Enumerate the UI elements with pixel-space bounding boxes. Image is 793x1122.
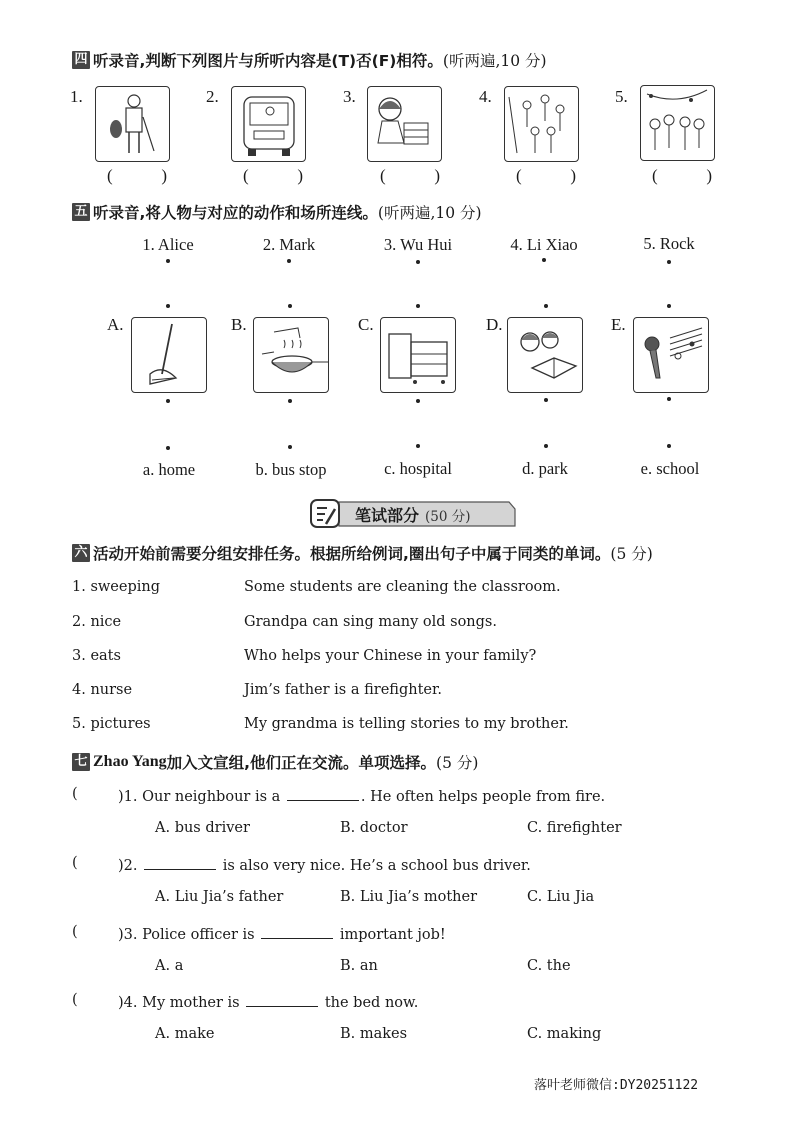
place-label: a. home (142, 460, 196, 479)
answer-parentheses[interactable]: ( ) (107, 166, 167, 185)
section-7-heading (72, 751, 478, 773)
answer-blank[interactable] (261, 924, 333, 939)
question-number: )2. (118, 858, 138, 874)
person-name: 5. Rock (643, 234, 695, 253)
item-number: 2. (206, 87, 219, 106)
connect-dot[interactable] (287, 259, 291, 263)
section-5-heading (72, 201, 482, 223)
item-number: 3. (343, 87, 356, 106)
option[interactable]: B. Liu Jia’s mother (340, 889, 477, 905)
question-number: )3. (118, 927, 138, 943)
question-text-before: My mother is (142, 995, 240, 1011)
students-cleaning-icon (504, 86, 579, 162)
sentence[interactable]: Grandpa can sing many old songs. (244, 614, 497, 630)
section-note: (听两遍,10 分) (442, 52, 547, 70)
answer-parentheses[interactable]: ( ) (243, 166, 303, 185)
example-word: 4. nurse (72, 682, 133, 698)
banner-title: 笔试部分 (355, 506, 420, 525)
connect-dot[interactable] (416, 260, 420, 264)
broom-icon (131, 317, 207, 393)
answer-blank[interactable] (246, 992, 318, 1007)
option[interactable]: A. bus driver (155, 820, 250, 836)
example-word: 1. sweeping (72, 579, 160, 595)
action-letter: D. (486, 315, 503, 334)
question-number: )4. (118, 995, 138, 1011)
action-letter: E. (611, 315, 626, 334)
option[interactable]: C. making (527, 1026, 602, 1042)
sentence[interactable]: My grandma is telling stories to my brother. (244, 716, 569, 732)
connect-dot[interactable] (544, 304, 548, 308)
item-number: 4. (479, 87, 492, 106)
connect-dot[interactable] (542, 258, 546, 262)
place-label: e. school (640, 459, 700, 478)
answer-blank[interactable] (144, 855, 216, 870)
connect-dot[interactable] (166, 304, 170, 308)
section-title: 听录音,判断下列图片与所听内容是(T)否(F)相符。 (93, 52, 443, 70)
option[interactable]: B. an (340, 958, 378, 974)
written-part-banner (309, 499, 517, 528)
girl-books-icon (367, 86, 442, 162)
connect-dot[interactable] (416, 444, 420, 448)
connect-dot[interactable] (667, 444, 671, 448)
option[interactable]: A. a (155, 958, 184, 974)
section-title: 听录音,将人物与对应的动作和场所连线。 (93, 204, 378, 222)
connect-dot[interactable] (166, 399, 170, 403)
section-badge: 五 (72, 203, 90, 221)
kids-singing-icon (640, 85, 715, 161)
answer-parentheses[interactable]: ( ) (380, 166, 440, 185)
action-letter: A. (107, 315, 124, 334)
connect-dot[interactable] (667, 304, 671, 308)
connect-dot[interactable] (416, 399, 420, 403)
bus-driver-icon (231, 86, 306, 162)
banner-note: (50 分) (425, 509, 471, 525)
connect-dot[interactable] (544, 444, 548, 448)
section-badge: 六 (72, 544, 90, 562)
place-label: c. hospital (384, 459, 452, 478)
connect-dot[interactable] (166, 259, 170, 263)
example-word: 2. nice (72, 614, 122, 630)
option[interactable]: A. Liu Jia’s father (155, 889, 284, 905)
section-note: (听两遍,10 分) (377, 204, 482, 222)
section-note: (5 分) (436, 754, 479, 772)
footer-watermark: 落叶老师微信:DY20251122 (534, 1078, 699, 1093)
microphone-music-icon (633, 317, 709, 393)
answer-blank[interactable] (287, 786, 359, 801)
example-word: 3. eats (72, 648, 121, 664)
answer-paren[interactable]: ( (72, 924, 78, 940)
answer-paren[interactable]: ( (72, 992, 78, 1008)
example-word: 5. pictures (72, 716, 151, 732)
answer-paren[interactable]: ( (72, 855, 78, 871)
connect-dot[interactable] (288, 304, 292, 308)
action-letter: B. (231, 315, 247, 334)
option[interactable]: A. make (155, 1026, 215, 1042)
section-6-heading (72, 542, 653, 564)
connect-dot[interactable] (288, 445, 292, 449)
place-label: b. bus stop (255, 460, 327, 479)
connect-dot[interactable] (667, 397, 671, 401)
section-badge: 四 (72, 51, 90, 69)
sentence[interactable]: Who helps your Chinese in your family? (244, 648, 537, 664)
question-text-before: Our neighbour is a (142, 789, 281, 805)
question-text-after: the bed now. (324, 995, 419, 1011)
sentence[interactable]: Jim’s father is a firefighter. (244, 682, 442, 698)
action-letter: C. (358, 315, 374, 334)
question-text-after: . He often helps people from fire. (360, 789, 606, 805)
person-name: 1. Alice (142, 235, 194, 254)
answer-paren[interactable]: ( (72, 786, 78, 802)
option[interactable]: C. Liu Jia (527, 889, 595, 905)
hospital-bed-icon (380, 317, 456, 393)
answer-parentheses[interactable]: ( ) (652, 166, 712, 185)
question-number: )1. (118, 789, 138, 805)
question-text-before: Police officer is (142, 927, 255, 943)
section-title-english: Zhao Yang (93, 753, 167, 770)
cooking-pot-icon (253, 317, 329, 393)
option[interactable]: C. firefighter (527, 820, 622, 836)
section-note: (5 分) (610, 545, 653, 563)
option[interactable]: C. the (527, 958, 571, 974)
sentence[interactable]: Some students are cleaning the classroom. (244, 579, 561, 595)
person-name: 4. Li Xiao (510, 235, 578, 254)
connect-dot[interactable] (667, 260, 671, 264)
connect-dot[interactable] (288, 399, 292, 403)
question-text-after: is also very nice. He’s a school bus driver. (222, 858, 531, 874)
item-number: 1. (70, 87, 83, 106)
section-title: 加入文宣组,他们正在交流。单项选择。 (166, 754, 437, 772)
option[interactable]: B. makes (340, 1026, 408, 1042)
person-name: 3. Wu Hui (383, 235, 453, 254)
connect-dot[interactable] (544, 398, 548, 402)
cleaner-man-icon (95, 86, 170, 162)
section-4-heading (72, 49, 547, 71)
place-label: d. park (522, 459, 568, 478)
section-badge: 七 (72, 753, 90, 771)
person-name: 2. Mark (262, 235, 316, 254)
item-number: 5. (615, 87, 628, 106)
answer-parentheses[interactable]: ( ) (516, 166, 576, 185)
connect-dot[interactable] (166, 446, 170, 450)
section-title: 活动开始前需要分组安排任务。根据所给例词,圈出句子中属于同类的单词。 (93, 545, 611, 563)
reading-book-icon (507, 317, 583, 393)
question-text-after: important job! (339, 927, 446, 943)
option[interactable]: B. doctor (340, 820, 408, 836)
pencil-note-icon (311, 500, 339, 527)
connect-dot[interactable] (416, 304, 420, 308)
